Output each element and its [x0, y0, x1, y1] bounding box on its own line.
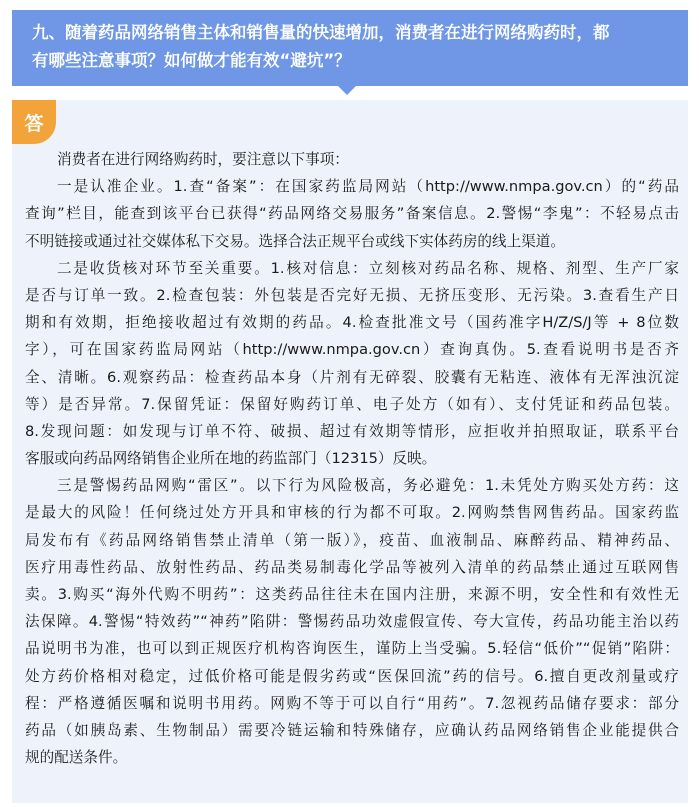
answer-line: 处方药价格相对稳定，过低价格可能是假劣药或“医保回流”药的信号。6.擅自更改剂量或疗 — [25, 667, 679, 685]
answer-line: 不明链接或通过社交媒体私下交易。选择合法正规平台或线下实体药房的线上渠道。 — [25, 232, 565, 250]
answer-line: 二是收货核对环节至关重要。1.核对信息：立刻核对药品名称、规格、剂型、生产厂家 — [57, 259, 679, 277]
answer-line: 等）是否异常。7.保留凭证：保留好购药订单、电子处方（如有）、支付凭证和药品包装。 — [25, 395, 679, 413]
answer-line: 客服或向药品网络销售企业所在地的药监部门（12315）反映。 — [25, 450, 437, 468]
answer-line: 药品（如胰岛素、生物制品）需要冷链运输和特殊储存，应确认药品网络销售企业能提供合 — [25, 721, 679, 739]
answer-line: 是否与订单一致。2.检查包装：外包装是否完好无损、无挤压变形、无污染。3.查看生产日 — [25, 286, 679, 304]
answer-badge: 答 — [12, 100, 56, 144]
answer-line: 法保障。4.警惕“特效药”“神药”陷阱：警惕药品功效虚假宣传、夸大宣传，药品功能主治以药 — [25, 613, 679, 631]
answer-line: 查询”栏目，能查到该平台已获得“药品网络交易服务”备案信息。2.警惕“李鬼”：不轻易点击 — [25, 205, 679, 223]
answer-line: 全、清晰。6.观察药品：检查药品本身（片剂有无碎裂、胶囊有无粘连、液体有无浑浊沉淀 — [25, 368, 679, 386]
answer-line: 8.发现问题：如发现与订单不符、破损、超过有效期等情形，应拒收并拍照取证，联系平台 — [25, 422, 679, 440]
question-line-1: 九、随着药品网络销售主体和销售量的快速增加，消费者在进行网络购药时，都 — [32, 23, 610, 42]
answer-line: 规的配送条件。 — [25, 749, 128, 767]
answer-line: 医疗用毒性药品、放射性药品、药品类易制毒化学品等被列入清单的药品禁止通过互联网售 — [25, 558, 679, 576]
answer-line: 一是认准企业。1.查“备案”：在国家药监局网站（http://www.nmpa.gov.cn）的“药品 — [57, 178, 679, 196]
answer-line: 程：严格遵循医嘱和说明书用药。网购不等于可以自行“用药”。7.忽视药品储存要求：部分 — [25, 694, 679, 712]
answer-line: 品说明书为准，也可以到正规医疗机构咨询医生，谨防上当受骗。5.轻信“低价”“促销”陷阱： — [25, 640, 679, 658]
answer-line: 局发布有《药品网络销售禁止清单（第一版）》，疫苗、血液制品、麻醉药品、精神药品、 — [25, 531, 679, 549]
question-line-2: 有哪些注意事项？如何做才能有效“避坑”？ — [32, 51, 351, 70]
answer-line: 是最大的风险！任何绕过处方开具和审核的行为都不可取。2.网购禁售网售药品。国家药监 — [25, 504, 679, 522]
answer-line: 消费者在进行网络购药时，要注意以下事项： — [57, 151, 349, 168]
question-pointer — [338, 86, 356, 95]
answer-line: 卖。3.购买“海外代购不明药”：这类药品往往未在国内注册，来源不明，安全性和有效性无 — [25, 586, 679, 603]
question-box — [12, 10, 688, 86]
answer-line: 三是警惕药品网购“雷区”。以下行为风险极高，务必避免：1.未凭处方购买处方药：这 — [57, 477, 679, 495]
answer-line: 字），可在国家药监局网站（http://www.nmpa.gov.cn）查询真伪。5.查看说明书是否齐 — [25, 341, 679, 359]
answer-text — [25, 146, 679, 771]
answer-line: 期和有效期，拒绝接收超过有效期的药品。4.检查批准文号（国药准字H/Z/S/J等 + 8位数 — [25, 314, 679, 332]
